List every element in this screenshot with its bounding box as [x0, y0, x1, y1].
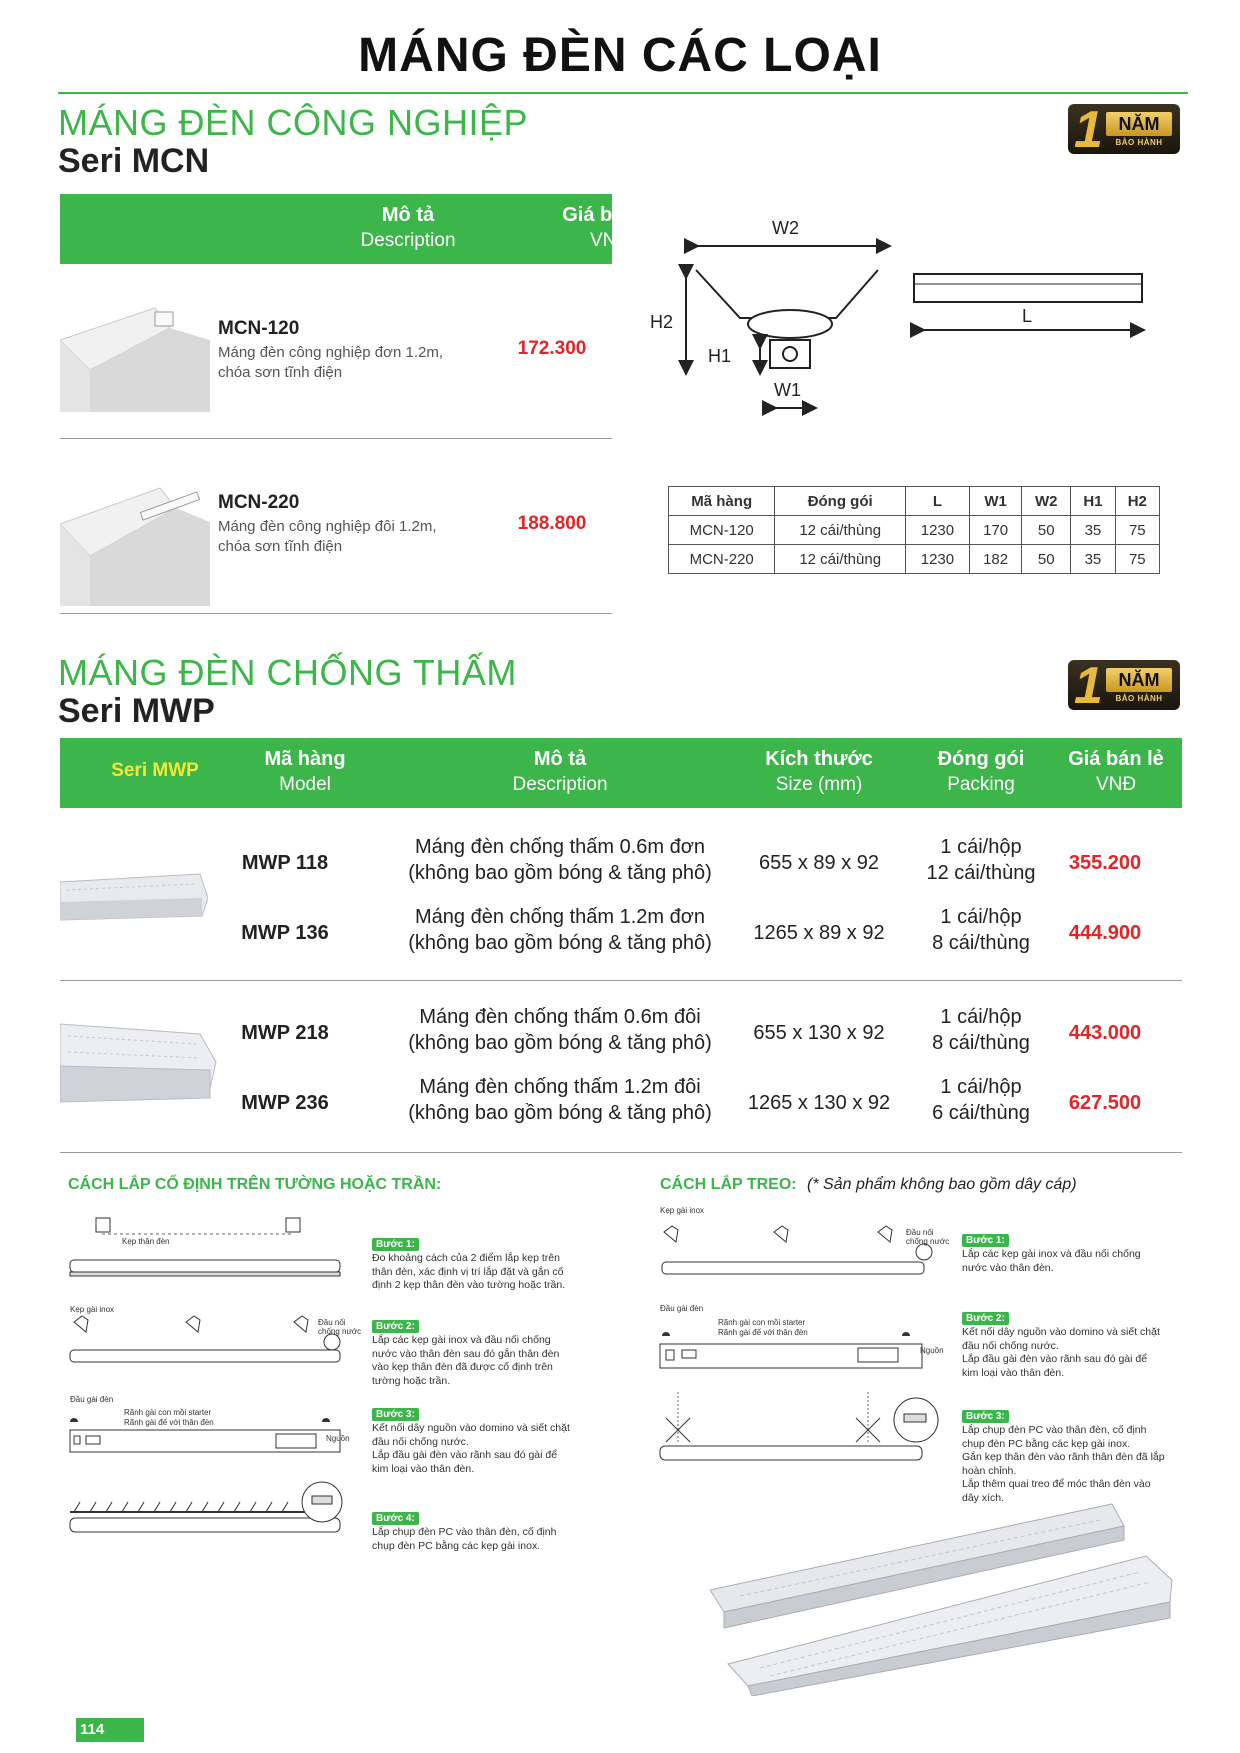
step-line: Lắp thêm quai treo để móc thân đèn vào — [962, 1478, 1151, 1490]
header-price-en: VNĐ — [589, 230, 631, 251]
label-nguon: Nguồn — [326, 1434, 350, 1443]
step-line: tường hoặc trần. — [372, 1374, 451, 1387]
install-fixed-diagrams — [66, 1212, 366, 1557]
step-line: vào kẹp thân đèn đã được cố định trên — [372, 1361, 553, 1373]
install-hang-heading: CÁCH LẮP TREO: — [660, 1176, 797, 1193]
mwp-218-pack1: 1 cái/hộp — [940, 1006, 1022, 1028]
label-nguon: Nguồn — [920, 1346, 944, 1355]
header-price-vi: Giá bán lẻ — [1068, 748, 1164, 770]
spec-cell: 182 — [969, 545, 1021, 574]
mwp-product-photo — [700, 1496, 1180, 1701]
mwp-218-price: 443.000 — [1068, 1022, 1142, 1044]
step-line: Lắp đầu gài đèn vào rãnh sau đó gài để — [372, 1449, 558, 1461]
mwp-single-image — [60, 868, 208, 935]
step-line: thân đèn, xác định vị trí lắp đặt và gắn cố — [372, 1265, 564, 1278]
step-line: dây xích. — [962, 1491, 1005, 1504]
header-price-vi: Giá bán lẻ — [562, 204, 658, 226]
mwp-118-desc — [390, 834, 730, 886]
mwp-136-pack1: 1 cái/hộp — [940, 906, 1022, 928]
badge-sub: BẢO HÀNH — [1115, 138, 1163, 147]
label-dau-noi: Đầu nối chống nước — [906, 1228, 950, 1246]
mwp-row-separator — [60, 980, 1182, 981]
mwp-218-desc — [390, 1004, 730, 1056]
page-number: 114 — [76, 1718, 144, 1742]
spec-cell: 35 — [1071, 516, 1115, 545]
step-line: đầu nối chống nước. — [372, 1435, 469, 1448]
install-hang-step-1 — [962, 1230, 1188, 1275]
spec-th-h1: H1 — [1071, 487, 1115, 516]
header-desc-en: Description — [360, 230, 456, 251]
step-tag: Bước 2: — [372, 1320, 419, 1333]
table-row — [669, 516, 1160, 545]
spec-cell: 50 — [1022, 545, 1071, 574]
install-hang-title — [660, 1176, 1077, 1194]
mwp-236-pack — [916, 1074, 1046, 1126]
mwp-row-separator — [60, 1152, 1182, 1153]
mwp-218-desc1: Máng đèn chống thấm 0.6m đôi — [419, 1006, 701, 1028]
label-l: L — [1022, 306, 1033, 326]
mwp-heading: MÁNG ĐÈN CHỐNG THẤM — [58, 652, 517, 693]
mcn-row-separator — [60, 613, 612, 614]
install-fixed-step-2 — [372, 1316, 594, 1388]
step-line: kim loại vào thân đèn. — [372, 1462, 475, 1475]
label-dau-gai-den: Đầu gài đèn — [660, 1304, 704, 1313]
mwp-136-pack — [916, 904, 1046, 956]
mcn-220-desc2: chóa sơn tĩnh điện — [218, 538, 343, 555]
step-tag: Bước 1: — [372, 1238, 419, 1251]
step-line: Lắp các kẹp gài inox và đầu nối chống — [372, 1334, 551, 1346]
mwp-118-code: MWP 118 — [241, 852, 329, 874]
step-line: hoàn chỉnh. — [962, 1464, 1017, 1477]
label-h1: H1 — [708, 346, 732, 366]
header-size-en: Size (mm) — [775, 774, 863, 795]
badge-number: 1 — [1074, 101, 1103, 159]
mcn-120-price: 172.300 — [517, 338, 587, 359]
mwp-236-pack1: 1 cái/hộp — [940, 1076, 1022, 1098]
mwp-118-size: 655 x 89 x 92 — [758, 852, 880, 874]
label-dau-noi: Đầu nối chống nước — [318, 1318, 362, 1336]
spec-header-row — [669, 487, 1160, 516]
header-price-en: VNĐ — [1095, 774, 1137, 795]
label-kep-gai-inox: Kẹp gài inox — [70, 1305, 115, 1314]
spec-cell: 1230 — [905, 545, 969, 574]
mwp-236-desc1: Máng đèn chống thấm 1.2m đôi — [419, 1076, 701, 1098]
mwp-236-pack2: 6 cái/thùng — [932, 1102, 1030, 1124]
mcn-dimension-diagram — [640, 210, 1160, 425]
spec-cell: 75 — [1115, 516, 1159, 545]
mcn-120-desc1: Máng đèn công nghiệp đơn 1.2m, — [218, 344, 443, 361]
spec-cell: 75 — [1115, 545, 1159, 574]
mwp-118-pack2: 12 cái/thùng — [926, 862, 1036, 884]
header-desc-vi: Mô tả — [381, 204, 435, 226]
step-line: chụp đèn PC bằng các kẹp gài inox. — [372, 1539, 541, 1552]
spec-cell: 35 — [1071, 545, 1115, 574]
label-ranh-de: Rãnh gài đế với thân đèn — [718, 1328, 808, 1337]
mwp-118-pack1: 1 cái/hộp — [940, 836, 1022, 858]
header-desc-en: Description — [512, 774, 608, 795]
mwp-seri: Seri MWP — [58, 692, 215, 730]
step-line: Lắp chụp đèn PC vào thân đèn, cố định — [372, 1526, 557, 1538]
step-line: đầu nối chống nước. — [962, 1339, 1059, 1352]
mcn-120-desc2: chóa sơn tĩnh điện — [218, 364, 343, 381]
mcn-heading: MÁNG ĐÈN CÔNG NGHIỆP — [58, 102, 529, 143]
mwp-double-image — [60, 1018, 218, 1115]
mwp-218-size: 655 x 130 x 92 — [753, 1022, 885, 1044]
badge-number: 1 — [1074, 657, 1103, 715]
step-line: nước vào thân đèn. — [962, 1261, 1054, 1274]
label-ranh-de: Rãnh gài đế với thân đèn — [124, 1418, 214, 1427]
step-line: nước vào thân đèn sau đó gắn thân đèn — [372, 1347, 560, 1360]
spec-cell: MCN-220 — [669, 545, 775, 574]
mwp-136-price: 444.900 — [1068, 922, 1142, 944]
label-kep-gai-inox: Kẹp gài inox — [660, 1206, 705, 1215]
spec-th-code: Mã hàng — [669, 487, 775, 516]
label-kep-than-den: Kẹp thân đèn — [122, 1237, 170, 1246]
badge-word: NĂM — [1106, 112, 1172, 136]
mwp-236-price: 627.500 — [1068, 1092, 1142, 1114]
mwp-236-size: 1265 x 130 x 92 — [747, 1092, 891, 1114]
step-line: Kết nối dây nguồn vào domino và siết chặt — [372, 1422, 570, 1434]
spec-th-w1: W1 — [969, 487, 1021, 516]
step-line: Đo khoảng cách của 2 điểm lắp kẹp trên — [372, 1252, 560, 1264]
step-line: Kết nối dây nguồn vào domino và siết chặt — [962, 1326, 1160, 1338]
header-pack-vi: Đóng gói — [937, 748, 1025, 770]
mwp-table-header — [60, 738, 1182, 808]
mcn-120-image — [60, 300, 210, 417]
header-desc-vi: Mô tả — [533, 748, 587, 770]
page-title: MÁNG ĐÈN CÁC LOẠI — [358, 29, 882, 82]
spec-th-h2: H2 — [1115, 487, 1159, 516]
label-ranh-starter: Rãnh gài con mồi starter — [124, 1408, 212, 1417]
warranty-badge — [1068, 657, 1180, 715]
badge-word: NĂM — [1106, 668, 1172, 692]
step-tag: Bước 2: — [962, 1312, 1009, 1325]
install-fixed-heading: CÁCH LẮP CỐ ĐỊNH TRÊN TƯỜNG HOẶC TRẦN: — [68, 1176, 442, 1193]
mcn-120-code: MCN-120 — [218, 318, 300, 339]
step-line: Lắp các kẹp gài inox và đầu nối chống — [962, 1248, 1141, 1260]
step-line: Lắp đầu gài đèn vào rãnh sau đó gài để — [962, 1353, 1148, 1365]
spec-th-w2: W2 — [1022, 487, 1071, 516]
install-hang-step-2 — [962, 1308, 1188, 1380]
mcn-220-desc1: Máng đèn công nghiệp đôi 1.2m, — [218, 518, 437, 535]
step-line: kim loại vào thân đèn. — [962, 1366, 1065, 1379]
mcn-seri: Seri MCN — [58, 142, 210, 180]
table-row — [669, 545, 1160, 574]
mwp-136-desc1: Máng đèn chống thấm 1.2m đơn — [415, 906, 705, 928]
mwp-218-desc2: (không bao gồm bóng & tăng phô) — [408, 1032, 712, 1054]
mwp-118-desc1: Máng đèn chống thấm 0.6m đơn — [415, 836, 705, 858]
spec-cell: MCN-120 — [669, 516, 775, 545]
mcn-220-price: 188.800 — [517, 513, 587, 534]
label-w2: W2 — [772, 218, 799, 238]
label-h2: H2 — [650, 312, 674, 332]
mcn-220-image — [60, 482, 210, 611]
badge-sub: BẢO HÀNH — [1115, 694, 1163, 703]
label-ranh-starter: Rãnh gài con mồi starter — [718, 1318, 806, 1327]
step-line: chụp đèn PC bằng các kẹp gài inox. — [962, 1437, 1131, 1450]
label-w1: W1 — [774, 380, 801, 400]
mwp-118-pack — [916, 834, 1046, 886]
spec-cell: 12 cái/thùng — [775, 545, 906, 574]
title-divider — [58, 92, 1188, 94]
install-hang-note: (* Sản phẩm không bao gồm dây cáp) — [807, 1176, 1077, 1193]
mwp-118-desc2: (không bao gồm bóng & tăng phô) — [408, 862, 712, 884]
header-model-en: Model — [279, 774, 331, 795]
mwp-136-pack2: 8 cái/thùng — [932, 932, 1030, 954]
header-size-vi: Kích thước — [765, 748, 873, 770]
header-seri: Seri MWP — [111, 760, 199, 781]
step-tag: Bước 3: — [962, 1410, 1009, 1423]
spec-cell: 170 — [969, 516, 1021, 545]
mwp-236-desc2: (không bao gồm bóng & tăng phô) — [408, 1102, 712, 1124]
mwp-218-pack2: 8 cái/thùng — [932, 1032, 1030, 1054]
spec-th-pack: Đóng gói — [775, 487, 906, 516]
mwp-136-size: 1265 x 89 x 92 — [753, 922, 885, 944]
mcn-row-separator — [60, 438, 612, 439]
header-model-vi: Mã hàng — [264, 748, 346, 770]
warranty-badge — [1068, 101, 1180, 159]
install-fixed-step-4 — [372, 1508, 594, 1553]
install-fixed-step-3 — [372, 1404, 594, 1476]
step-tag: Bước 1: — [962, 1234, 1009, 1247]
mwp-236-code: MWP 236 — [241, 1092, 329, 1114]
install-hang-diagrams — [658, 1212, 948, 1477]
mcn-220-code: MCN-220 — [218, 492, 300, 513]
mwp-136-code: MWP 136 — [241, 922, 329, 944]
label-dau-gai-den: Đầu gài đèn — [70, 1395, 114, 1404]
spec-cell: 1230 — [905, 516, 969, 545]
step-line: định 2 kẹp thân đèn vào tường hoặc trần. — [372, 1279, 566, 1291]
mwp-136-desc2: (không bao gồm bóng & tăng phô) — [408, 932, 712, 954]
mwp-218-pack — [916, 1004, 1046, 1056]
header-pack-en: Packing — [947, 774, 1015, 795]
install-fixed-step-1 — [372, 1234, 594, 1293]
install-hang-step-3 — [962, 1406, 1188, 1505]
step-tag: Bước 4: — [372, 1512, 419, 1525]
step-line: Lắp chụp đèn PC vào thân đèn, cố định — [962, 1424, 1147, 1436]
spec-th-l: L — [905, 487, 969, 516]
mwp-218-code: MWP 218 — [241, 1022, 329, 1044]
mcn-spec-table — [668, 486, 1160, 574]
mwp-118-price: 355.200 — [1068, 852, 1142, 874]
mcn-table-header — [60, 194, 658, 264]
step-line: Gắn kẹp thân đèn vào rãnh thân đèn đã lắp — [962, 1451, 1165, 1463]
spec-cell: 12 cái/thùng — [775, 516, 906, 545]
spec-cell: 50 — [1022, 516, 1071, 545]
mwp-136-desc — [390, 904, 730, 956]
mwp-236-desc — [390, 1074, 730, 1126]
step-tag: Bước 3: — [372, 1408, 419, 1421]
